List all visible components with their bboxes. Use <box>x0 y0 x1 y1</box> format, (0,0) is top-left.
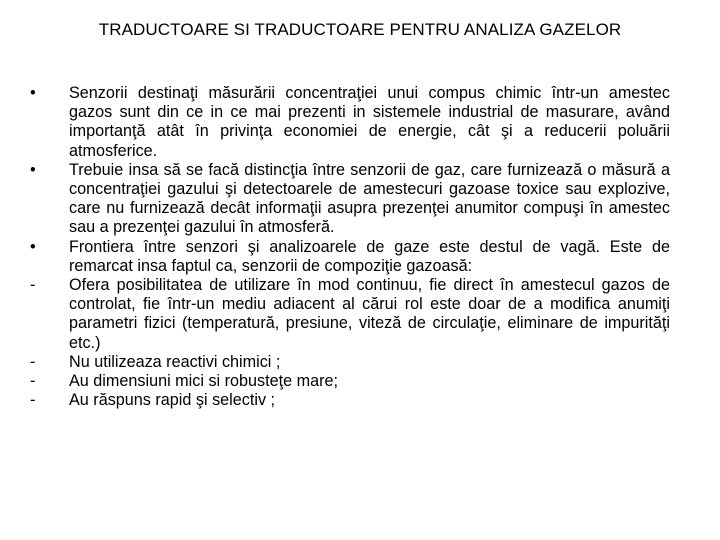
list-item-text: Ofera posibilitatea de utilizare în mod continuu, fie direct în amestecul gazos de controlat, fie într-un mediu adiacent al cărui rol este doar de a modifica anumiţi parametri fizici (temperatură, presiune, viteză de circulaţie, eliminare de impurităţi etc.) <box>69 276 670 352</box>
dash-marker: - <box>30 352 36 371</box>
list-item <box>30 238 670 276</box>
list-item <box>30 353 670 372</box>
list-item-text: Trebuie insa să se facă distincţia între senzorii de gaz, care furnizează o măsură a concentraţiei gazului şi detectoarele de amestecuri gazoase toxice sau explozive, care nu furnizează decât informaţii asupra prezenţei anumitor compuşi în amestec sau a prezenţei gazului în atmosferă. <box>69 160 670 237</box>
list-item-text: Senzorii destinaţi măsurării concentraţiei unui compus chimic într-un amestec gazos sunt din ce in ce mai prezenti in sistemele industrial de masurare, având importanţă atât în privinţa economiei de energie, cât şi a reducerii poluării atmosferice. <box>69 84 670 160</box>
dash-marker: - <box>30 391 36 410</box>
list-item <box>30 161 670 238</box>
dash-marker: - <box>30 276 36 295</box>
list-item <box>30 84 670 161</box>
list-item-text: Nu utilizeaza reactivi chimici ; <box>69 352 281 371</box>
list-item <box>30 276 670 353</box>
slide-title: TRADUCTOARE SI TRADUCTOARE PENTRU ANALIZA GAZELOR <box>98 20 622 39</box>
bullet-marker: • <box>30 237 36 256</box>
bullet-list <box>30 84 670 410</box>
list-item-text: Au răspuns rapid şi selectiv ; <box>69 391 276 410</box>
list-item-text: Au dimensiuni mici si robusteţe mare; <box>69 372 338 391</box>
list-item <box>30 391 670 410</box>
bullet-marker: • <box>30 84 36 102</box>
list-item-text: Frontiera între senzori şi analizoarele de gaze este destul de vagă. Este de remarcat insa faptul ca, senzorii de compoziţie gazoasă: <box>69 237 670 275</box>
dash-marker: - <box>30 372 36 391</box>
bullet-marker: • <box>30 160 36 179</box>
list-item <box>30 372 670 391</box>
